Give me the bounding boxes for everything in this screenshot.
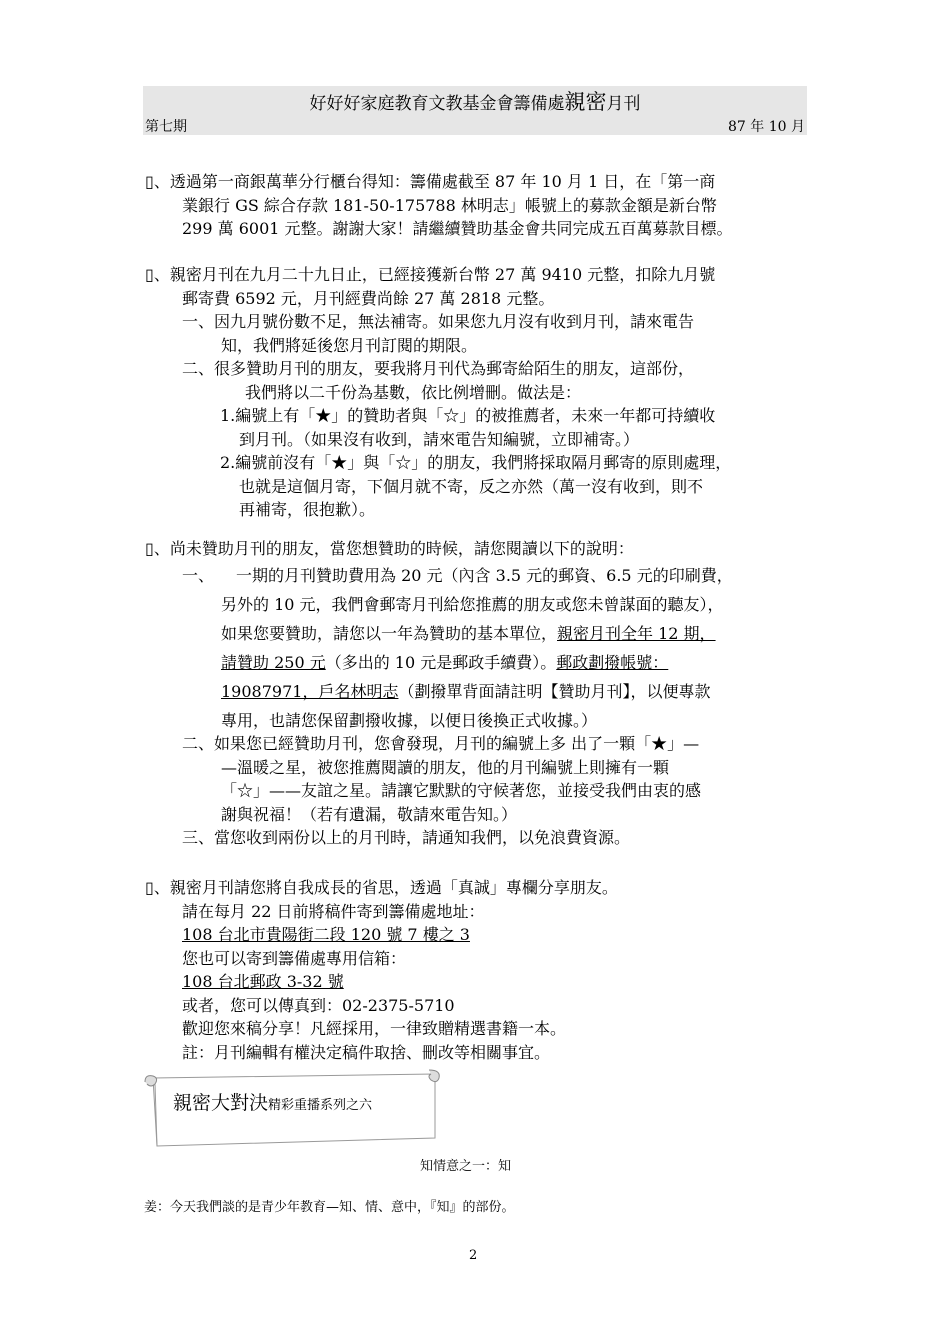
- issue-date: 87 年 10 月: [728, 119, 805, 135]
- episode-caption: 知情意之一：知: [420, 1159, 512, 1174]
- sponsor-amount-highlight: 請贊助 250 元: [221, 653, 326, 672]
- bullet-icon: ▯: [145, 172, 154, 191]
- banner-subtitle: 精彩重播系列之六: [268, 1098, 373, 1113]
- header-band: [143, 86, 807, 135]
- page-number: 2: [469, 1248, 478, 1263]
- annual-subscription-highlight: 親密月刊全年 12 期，: [557, 624, 716, 643]
- issue-number: 第七期: [145, 119, 187, 135]
- page-title: [143, 91, 807, 115]
- title-prefix: 好好好家庭教育文教基金會籌備處: [309, 94, 565, 114]
- bullet-icon: ▯: [145, 265, 154, 284]
- bullet-icon: ▯: [145, 878, 154, 897]
- dialog-line: 姜：今天我們談的是青少年教育—知、情、意中，『知』的部份。: [144, 1200, 515, 1215]
- title-suffix: 月刊: [606, 94, 641, 114]
- section-monthly-funds: ▯、親密月刊在九月二十九日止，已經接獲新台幣 27 萬 9410 元整，扣除九月號 郵寄費 6592 元，月刊經費尚餘 27 萬 2818 元整。 一、因九月號份數不足，無法補寄。如果您九月沒有收到月刊，請來電告 知，我們將延後您月刊訂閱的期限。 二、很多贊助月刊的朋友，要我將月刊代為郵寄給陌生的朋友，這部份， 我們將以二千份為基數，依比例增刪。做法是： 1.編號上有「★」的贊助者與「☆」的被推薦者，未來一年都可持續收 到月刊。（如果沒有收到，請來電告知編號，立即補寄。） 2.編號前沒有「★」與「☆」的朋友，我們將採取隔月郵寄的原則處理， 也就是這個月寄，下個月就不寄，反之亦然（萬一沒有收到，則不 再補寄，很抱歉）。: [145, 265, 732, 519]
- section-donation-total: ▯、透過第一商銀萬華分行櫃台得知：籌備處截至 87 年 10 月 1 日，在「第一商 業銀行 GS 綜合存款 181-50-175788 林明志」帳號上的募款金額是新台幣 299 萬 6001 元整。謝謝大家！請繼續贊助基金會共同完成五百萬募款目標。: [145, 172, 733, 238]
- po-box: 108 台北郵政 3-32 號: [182, 972, 344, 991]
- fax-number: 或者，您可以傳真到：02-2375-5710: [182, 995, 455, 1015]
- sponsorship-item-3: 三、當您收到兩份以上的月刊時，請通知我們，以免浪費資源。: [182, 828, 631, 847]
- program-banner: [143, 1068, 441, 1150]
- section-sponsorship-info: ▯、尚未贊助月刊的朋友，當您想贊助的時候，請您閱讀以下的說明：: [145, 539, 634, 558]
- bullet-icon: ▯: [145, 539, 154, 558]
- postal-account-label: 郵政劃撥帳號：: [556, 653, 669, 672]
- banner-title: 親密大對決: [173, 1092, 269, 1114]
- mailing-address: 108 台北市貴陽街二段 120 號 7 樓之 3: [182, 925, 470, 944]
- title-emphasis: 親密: [564, 90, 607, 114]
- postal-account-number: 19087971，戶名林明志: [221, 682, 399, 701]
- sponsorship-item-2: 二、如果您已經贊助月刊，您會發現，月刊的編號上多 出了一顆「★」— —溫暖之星，被您推薦閱讀的朋友，他的月刊編號上則擁有一顆 「☆」——友誼之星。請讓它默默的守候著您，並接受我們由衷的感 謝與祝福！（若有遺漏，敬請來電告知。） 三、當您收到兩份以上的月刊時，請通知我們，以免浪費資源。: [182, 732, 701, 850]
- sponsorship-item-1: 一、 一期的月刊贊助費用為 20 元（內含 3.5 元的郵資、6.5 元的印刷費， 另外的 10 元，我們會郵寄月刊給您推薦的朋友或您未曾謀面的聽友）， 如果您要贊助，請您以一年為贊助的基本單位，親密月刊全年 12 期， 請贊助 250 元（多出的 10 元是郵政手續費）。郵政劃撥帳號： 19087971，戶名林明志（劃撥單背面請註明【贊助月刊】，以便專款 專用，也請您保留劃撥收據，以便日後換正式收據。）: [182, 566, 733, 730]
- section-submissions: ▯、親密月刊請您將自我成長的省思，透過「真誠」專欄分享朋友。 請在每月 22 日前將稿件寄到籌備處地址： 108 台北市貴陽街二段 120 號 7 樓之 3 您也可以寄到籌備處專用信箱： 108 台北郵政 3-32 號 或者，您可以傳真到：02-2375-5710 歡迎您來稿分享！凡經採用，一律致贈精選書籍一本。 註：月刊編輯有權決定稿件取捨、刪改等相關事宜。: [145, 878, 618, 1062]
